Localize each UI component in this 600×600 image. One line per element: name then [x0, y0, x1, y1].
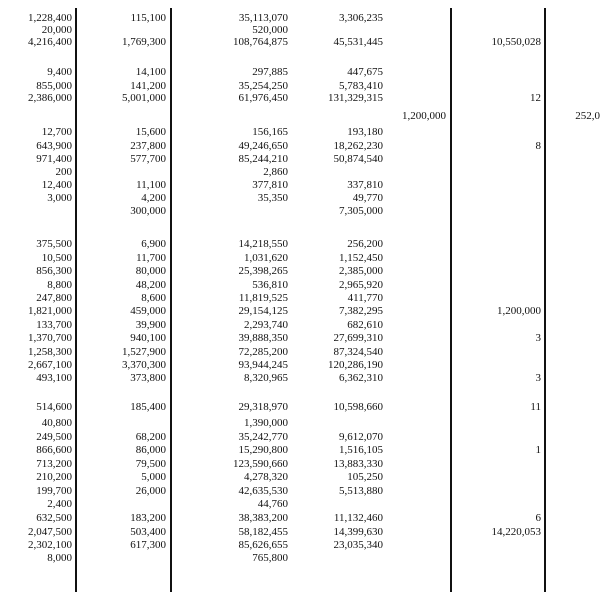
table-cell: 14,220,053: [491, 526, 541, 538]
table-cell: 87,324,540: [333, 346, 383, 358]
table-cell: 8,800: [47, 279, 72, 291]
table-cell: 1,821,000: [28, 305, 72, 317]
table-cell: 300,000: [130, 205, 166, 217]
table-cell: 58,182,455: [238, 526, 288, 538]
table-cell: 2,400: [47, 498, 72, 510]
table-cell: 5,513,880: [339, 485, 383, 497]
table-cell: 115,100: [130, 12, 166, 24]
table-cell: 503,400: [130, 526, 166, 538]
table-cell: 49,246,650: [238, 140, 288, 152]
table-cell: 79,500: [135, 458, 166, 470]
table-cell: 14,399,630: [333, 526, 383, 538]
table-cell: 2,047,500: [28, 526, 72, 538]
table-cell: 9,612,070: [339, 431, 383, 443]
table-cell: 249,500: [36, 431, 72, 443]
table-cell: 617,300: [130, 539, 166, 551]
table-cell: 10,550,028: [491, 36, 541, 48]
table-cell: 26,000: [135, 485, 166, 497]
table-cell: 237,800: [130, 140, 166, 152]
table-cell: 141,200: [130, 80, 166, 92]
table-cell: 29,318,970: [238, 401, 288, 413]
table-cell: 4,278,320: [244, 471, 288, 483]
table-cell: 50,874,540: [333, 153, 383, 165]
table-cell: 3: [535, 372, 541, 384]
table-cell: 1,769,300: [122, 36, 166, 48]
table-cell: 1,516,105: [339, 444, 383, 456]
table-cell: 2,302,100: [28, 539, 72, 551]
table-cell: 9,400: [47, 66, 72, 78]
table-cell: 2,293,740: [244, 319, 288, 331]
table-cell: 185,400: [130, 401, 166, 413]
table-cell: 105,250: [347, 471, 383, 483]
table-cell: 520,000: [252, 24, 288, 36]
table-cell: 1,370,700: [28, 332, 72, 344]
table-cell: 11,700: [136, 252, 166, 264]
table-cell: 193,180: [347, 126, 383, 138]
table-cell: 1,527,900: [122, 346, 166, 358]
table-cell: 252,0: [575, 110, 600, 122]
table-cell: 199,700: [36, 485, 72, 497]
table-cell: 85,244,210: [238, 153, 288, 165]
table-cell: 6: [535, 512, 541, 524]
table-cell: 27,699,310: [333, 332, 383, 344]
table-cell: 48,200: [135, 279, 166, 291]
table-cell: 514,600: [36, 401, 72, 413]
table-cell: 86,000: [135, 444, 166, 456]
table-cell: 375,500: [36, 238, 72, 250]
table-cell: 2,386,000: [28, 92, 72, 104]
table-cell: 35,113,070: [238, 12, 288, 24]
table-cell: 855,000: [36, 80, 72, 92]
table-cell: 4,200: [141, 192, 166, 204]
table-cell: 38,383,200: [238, 512, 288, 524]
table-cell: 682,610: [347, 319, 383, 331]
table-cell: 10,500: [41, 252, 72, 264]
table-cell: 14,100: [135, 66, 166, 78]
table-cell: 68,200: [135, 431, 166, 443]
table-cell: 247,800: [36, 292, 72, 304]
table-cell: 8,600: [141, 292, 166, 304]
table-cell: 1,031,620: [244, 252, 288, 264]
table-cell: 765,800: [252, 552, 288, 564]
table-cell: 35,350: [257, 192, 288, 204]
table-cell: 15,600: [135, 126, 166, 138]
table-cell: 1,258,300: [28, 346, 72, 358]
table-cell: 1,228,400: [28, 12, 72, 24]
column-divider: [544, 8, 546, 592]
table-cell: 940,100: [130, 332, 166, 344]
table-cell: 6,900: [141, 238, 166, 250]
table-cell: 337,810: [347, 179, 383, 191]
table-cell: 156,165: [252, 126, 288, 138]
table-cell: 4,216,400: [28, 36, 72, 48]
table-cell: 11,100: [136, 179, 166, 191]
table-cell: 3,000: [47, 192, 72, 204]
table-cell: 40,800: [41, 417, 72, 429]
table-cell: 49,770: [352, 192, 383, 204]
table-cell: 5,001,000: [122, 92, 166, 104]
table-cell: 15,290,800: [238, 444, 288, 456]
table-cell: 866,600: [36, 444, 72, 456]
table-cell: 11,819,525: [238, 292, 288, 304]
table-cell: 377,810: [252, 179, 288, 191]
table-cell: 10,598,660: [333, 401, 383, 413]
table-cell: 256,200: [347, 238, 383, 250]
table-cell: 5,783,410: [339, 80, 383, 92]
table-cell: 18,262,230: [333, 140, 383, 152]
table-cell: 12,400: [41, 179, 72, 191]
table-cell: 25,398,265: [238, 265, 288, 277]
table-cell: 131,329,315: [328, 92, 383, 104]
table-cell: 12,700: [41, 126, 72, 138]
table-cell: 5,000: [141, 471, 166, 483]
table-cell: 297,885: [252, 66, 288, 78]
table-cell: 45,531,445: [333, 36, 383, 48]
table-cell: 183,200: [130, 512, 166, 524]
table-cell: 13,883,330: [333, 458, 383, 470]
table-cell: 3,306,235: [339, 12, 383, 24]
table-cell: 2,860: [263, 166, 288, 178]
table-cell: 1,200,000: [497, 305, 541, 317]
table-cell: 39,888,350: [238, 332, 288, 344]
table-cell: 971,400: [36, 153, 72, 165]
table-cell: 39,900: [135, 319, 166, 331]
table-cell: 2,667,100: [28, 359, 72, 371]
table-cell: 1,152,450: [339, 252, 383, 264]
table-cell: 42,635,530: [238, 485, 288, 497]
table-cell: 1,390,000: [244, 417, 288, 429]
table-cell: 11,132,460: [333, 512, 383, 524]
table-cell: 123,590,660: [233, 458, 288, 470]
table-cell: 577,700: [130, 153, 166, 165]
table-cell: 2,385,000: [339, 265, 383, 277]
table-cell: 93,944,245: [238, 359, 288, 371]
table-cell: 632,500: [36, 512, 72, 524]
table-cell: 713,200: [36, 458, 72, 470]
table-cell: 8: [535, 140, 541, 152]
table-cell: 536,810: [252, 279, 288, 291]
table-cell: 1,200,000: [402, 110, 446, 122]
table-cell: 72,285,200: [238, 346, 288, 358]
table-cell: 3,370,300: [122, 359, 166, 371]
table-cell: 200: [55, 166, 72, 178]
table-cell: 373,800: [130, 372, 166, 384]
table-cell: 20,000: [41, 24, 72, 36]
table-cell: 6,362,310: [339, 372, 383, 384]
table-cell: 120,286,190: [328, 359, 383, 371]
table-cell: 61,976,450: [238, 92, 288, 104]
table-cell: 11: [530, 401, 541, 413]
table-cell: 35,254,250: [238, 80, 288, 92]
table-cell: 210,200: [36, 471, 72, 483]
table-cell: 7,382,295: [339, 305, 383, 317]
table-cell: 80,000: [135, 265, 166, 277]
table-cell: 23,035,340: [333, 539, 383, 551]
table-cell: 856,300: [36, 265, 72, 277]
column-divider: [170, 8, 172, 592]
table-cell: 85,626,655: [238, 539, 288, 551]
column-divider: [75, 8, 77, 592]
table-cell: 12: [530, 92, 541, 104]
table-cell: 8,000: [47, 552, 72, 564]
table-cell: 7,305,000: [339, 205, 383, 217]
table-cell: 29,154,125: [238, 305, 288, 317]
table-cell: 14,218,550: [238, 238, 288, 250]
table-cell: 44,760: [257, 498, 288, 510]
table-cell: 3: [535, 332, 541, 344]
table-cell: 643,900: [36, 140, 72, 152]
table-cell: 2,965,920: [339, 279, 383, 291]
table-cell: 447,675: [347, 66, 383, 78]
table-cell: 108,764,875: [233, 36, 288, 48]
table-cell: 459,000: [130, 305, 166, 317]
table-cell: 35,242,770: [238, 431, 288, 443]
table-cell: 493,100: [36, 372, 72, 384]
table-cell: 133,700: [36, 319, 72, 331]
table-cell: 1: [535, 444, 541, 456]
table-cell: 8,320,965: [244, 372, 288, 384]
table-cell: 411,770: [347, 292, 383, 304]
